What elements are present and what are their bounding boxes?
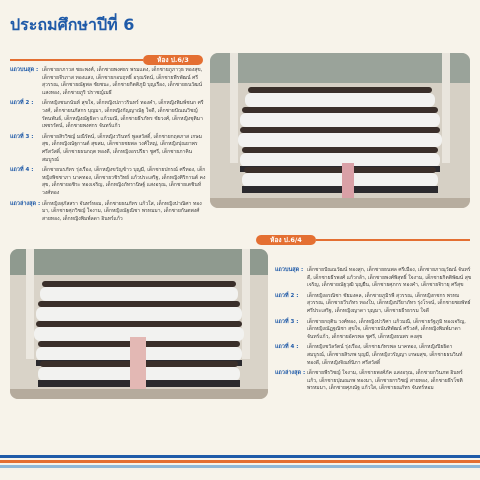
roster-row (275, 370, 472, 393)
roster-row (275, 344, 472, 367)
row-label: แถวที่ 3 : (10, 133, 34, 140)
roster-row (275, 319, 472, 342)
student-names: เด็กหญิงชวัลรัตน์ รุ่งเรือง, เด็กชายภัทรพล นาคทอง, เด็กหญิงปิยธิดา สมบูรณ์, เด็กชายสิรภพ บุญมี, เด็กหญิงวรัญญา เกษมสุข, เด็กชายธนวินท์ ทองดี, เด็กหญิงจิณห์นิภา ศรีสวัสดิ์ (307, 344, 463, 366)
roster-row (275, 293, 472, 316)
student-names: เด็กชายนรภัทร รุ่งเรือง, เด็กหญิงขวัญข้าว บุญมี, เด็กชายปกรณ์ ศรีทอง, เด็กหญิงพิชชาภา นาคทอง, เด็กชายวชิรวิทย์ แก้วประเสริฐ, เด็กหญิงศิริกานต์ คงสุข, เด็กชายอชิระ ทองเจริญ, เด็กหญิงภัทรานิษฐ์ แสงอรุณ, เด็กชายเตชินท์ วงศ์ทอง (42, 167, 206, 196)
room-label: ห้อง ป.6/4 (256, 235, 316, 245)
section-divider (10, 59, 143, 61)
student-names: เด็กชายสิรวิชญ์ มณีรัตน์, เด็กหญิงวรินทร์ พูลสวัสดิ์, เด็กชายกฤตภาส เกษมสุข, เด็กหญิงณัฐกานต์ สุขสม, เด็กชายชยพล วงศ์ใหญ่, เด็กหญิงปุณยาพร ศรีสวัสดิ์, เด็กชายธนกฤต ทองดี, เด็กหญิงอรปรียา ชูศรี, เด็กชายภาคิน สมบูรณ์ (42, 133, 203, 163)
footer-stripe (0, 465, 480, 468)
row-label: แถวบนสุด : (10, 67, 39, 73)
row-label: แถวบนสุด : (275, 267, 304, 273)
row-label: แถวที่ 4 : (10, 167, 34, 174)
class-photo (10, 249, 268, 399)
roster-row (10, 100, 206, 130)
class-photo (210, 53, 470, 208)
row-label: แถวที่ 3 : (275, 318, 299, 325)
roster-row (10, 67, 206, 97)
student-roster (10, 67, 206, 226)
roster-row (10, 134, 206, 164)
footer-stripe (0, 460, 480, 463)
class-photo-illustration (10, 249, 268, 399)
section-divider (316, 239, 470, 241)
row-label: แถวที่ 2 : (10, 100, 34, 107)
page-title: ประถมศึกษาปีที่ 6 (10, 15, 135, 34)
student-names: เด็กชายพีรวิชญ์ ใจงาม, เด็กชายพงศ์ภัค แสงอรุณ, เด็กชายกวินภพ อินทร์แก้ว, เด็กชายปุณณภพ ทองมา, เด็กชายกรวิชญ์ สายทอง, เด็กชายธีรโชติ พรหมมา, เด็กชายศุภณัฐ แก้วใส, เด็กชายณภัทร จันทร์หอม (307, 370, 463, 392)
student-names: เด็กชายกฤติน วงศ์ทอง, เด็กหญิงปวริศา แก้วมณี, เด็กชายรัฐภูมิ ทองเจริญ, เด็กหญิงณัฏฐณิชา สุขใจ, เด็กชายนันทิพัฒน์ ศรีวงศ์, เด็กหญิงพิมพ์มาดา จันทร์แก้ว, เด็กชายอัครพล ชูศรี, เด็กหญิงธนพร คงสุข (307, 318, 466, 340)
class-photo-illustration (210, 53, 470, 208)
row-label: แถวล่างสุด : (275, 370, 306, 377)
row-label: แถวที่ 2 : (275, 292, 299, 299)
student-names: เด็กหญิงอรณิชา ชัยมงคล, เด็กชายภูมิรพี สุวรรณ, เด็กหญิงกชกร พรหมสุวรรณ, เด็กชายวีรภัทร ทองใบ, เด็กหญิงปรียาภัทร รุ่งโรจน์, เด็กชายชยพัทธ์ ศรีประเสริฐ, เด็กหญิงญาดา บุญมา, เด็กชายธีรธรรม ใจดี (307, 292, 471, 314)
roster-row (275, 267, 472, 290)
student-names: เด็กหญิงชนกนันท์ สุขใจ, เด็กหญิงปภาวรินทร์ ทองคำ, เด็กหญิงพิมพ์ชนก ศรีวงศ์, เด็กชายนภัสกร บุญมา, เด็กหญิงกัญญาณัฐ ใจดี, เด็กชายปัณณวิชญ์ รัตนพันธ์, เด็กหญิงณัฐธิดา แก้วมณี, เด็กชายธีรภัทร ชัยวงศ์, เด็กหญิงชุติมา เพชรรัตน์, เด็กชายพงศกร จันทร์แก้ว (42, 100, 204, 130)
row-label: แถวล่างสุด : (10, 200, 41, 207)
row-label: แถวที่ 4 : (275, 344, 299, 351)
roster-row (10, 167, 206, 197)
roster-row (10, 201, 206, 224)
student-names: เด็กชายปัณณวัฒน์ ทองสุก, เด็กชายธนพล ศรีเมือง, เด็กชายภาณุวัฒน์ จันทร์ดี, เด็กชายธีรพงศ์ แก้วกล้า, เด็กชายพงศ์พิสุทธิ์ ใจงาม, เด็กชายกิตติพัฒน์ สุขเจริญ, เด็กชายณัฐวุฒิ บุญยืน, เด็กชายศุภกร ทองคำ, เด็กชายจิรายุ ศรีสุข (307, 267, 472, 289)
footer-stripe (0, 455, 480, 458)
student-names: เด็กชายกภาวส ชยะพงศ์, เด็กชายพงศธร พรมแดง, เด็กชายภูภาวุธ ทองสุข, เด็กชายจีรภาส ทองแสง, เด็กชายกอบฤทธิ์ อรุณรัตน์, เด็กชายพีรพัฒน์ ศรีสุวรรณ, เด็กชายณัฐพล ชัยชนะ, เด็กชายกิตติภูมิ บุญเรือง, เด็กชายธนวัฒน์ แสงทอง, เด็กชายภูริ ปราชญ์เมธี (42, 67, 203, 96)
student-roster (275, 267, 472, 396)
student-names: เด็กหญิงสุภัสสรา จันทร์หอม, เด็กชายธนภัทร แก้วใส, เด็กหญิงปาณิศา ทองมา, เด็กชายศุภวิชญ์ ใจงาม, เด็กหญิงณัฐณิชา พรหมมา, เด็กชายกันตพงศ์ สายทอง, เด็กหญิงพิมพ์ลดา อินทร์แก้ว (42, 200, 202, 222)
room-label: ห้อง ป.6/3 (143, 55, 203, 65)
